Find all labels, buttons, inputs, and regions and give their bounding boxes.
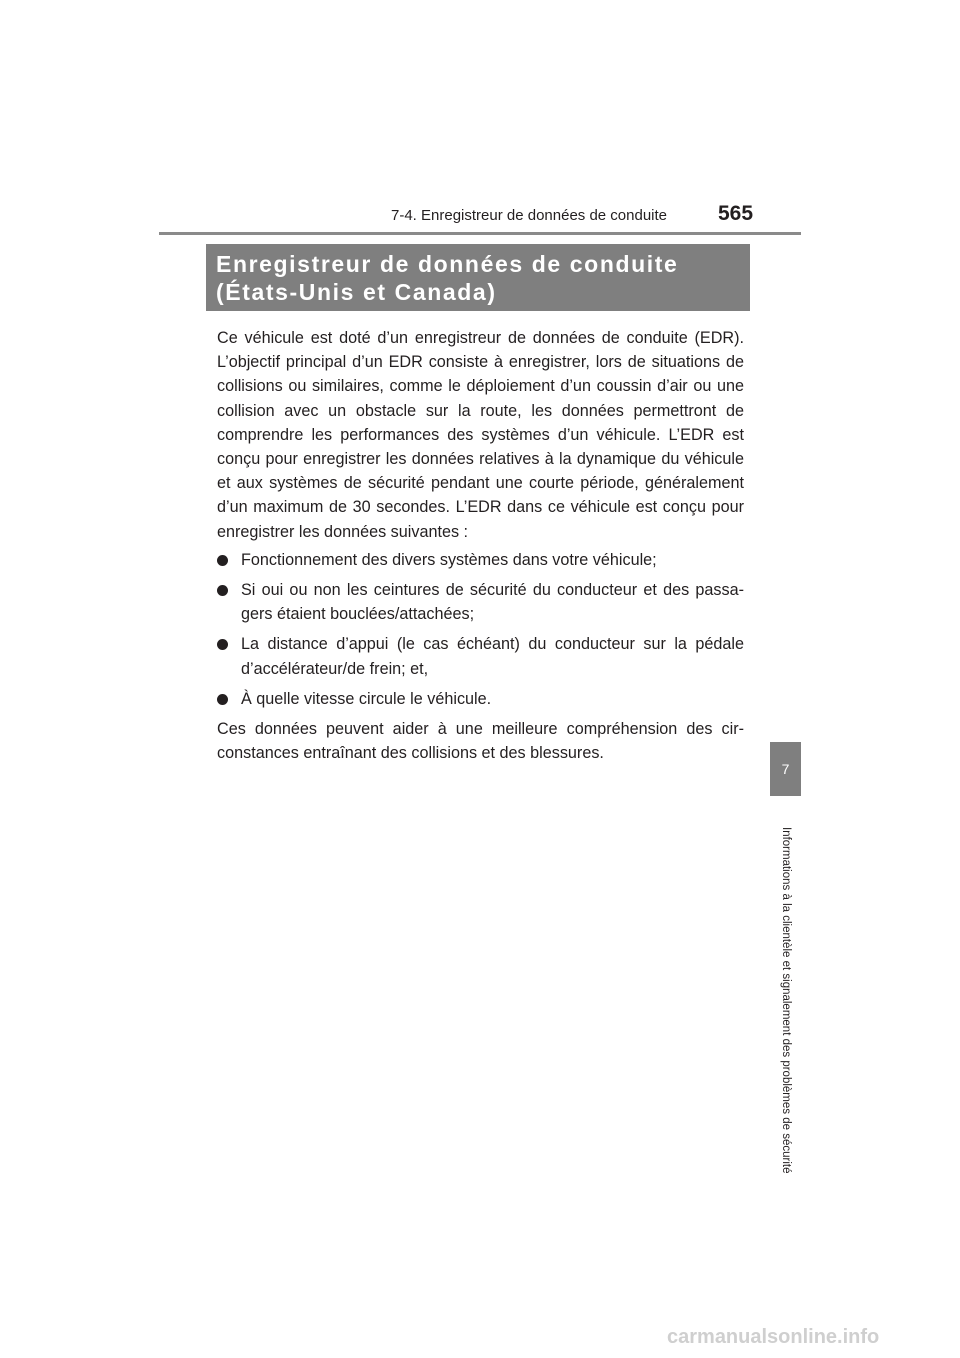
intro-paragraph: Ce véhicule est doté d’un enregistreur de données de conduite (EDR). L’objectif principal d’un EDR consiste à enregistrer, lors de situations de collisions ou similaires, comme le déploiement d’un coussin d’air ou une collision avec un obstacle sur la route, les données permettront de comprendre les performances des systèmes d’un véhicule. L’EDR est conçu pour enregistrer les données relatives à la dynamique du véhicule et aux systèmes de sécurité pendant une courte période, généralement d’un maximum de 30 secondes. L’EDR dans ce véhicule est conçu pour enregistrer les données suivantes : (217, 329, 744, 541)
header-divider (159, 232, 801, 235)
title-line-1: Enregistreur de données de conduite (216, 251, 679, 277)
page-number: 565 (718, 202, 754, 225)
watermark: carmanualsonline.info (667, 1326, 880, 1348)
body-text (217, 326, 744, 765)
list-item-text: Fonctionnement des divers systèmes dans votre véhicule; (241, 550, 657, 569)
list-item-text: Si oui ou non les ceintures de sécurité du conducteur et des passagers étaient bouclées/attachées; (241, 581, 744, 624)
list-item-text: La distance d’appui (le cas échéant) du conducteur sur la pédale d’accélérateur/de frein; et, (241, 635, 744, 678)
closing-paragraph: Ces données peuvent aider à une meilleure compréhension des circonstances entraînant des collisions et des blessures. (217, 720, 744, 763)
list-item (217, 632, 744, 680)
list-item (217, 687, 744, 711)
chapter-tab: 7 (770, 742, 801, 796)
bullet-icon (217, 555, 228, 566)
chapter-label: Informations à la clientèle et signalement des problèmes de sécurité (780, 827, 792, 1174)
bullet-icon (217, 694, 228, 705)
title-banner (206, 244, 750, 311)
list-item (217, 548, 744, 572)
list-item-text: À quelle vitesse circule le véhicule. (241, 689, 492, 708)
bullet-icon (217, 585, 228, 596)
title-line-2: (États-Unis et Canada) (216, 279, 497, 305)
list-item (217, 578, 744, 626)
section-heading: 7-4. Enregistreur de données de conduite (391, 207, 668, 224)
bullet-icon (217, 639, 228, 650)
